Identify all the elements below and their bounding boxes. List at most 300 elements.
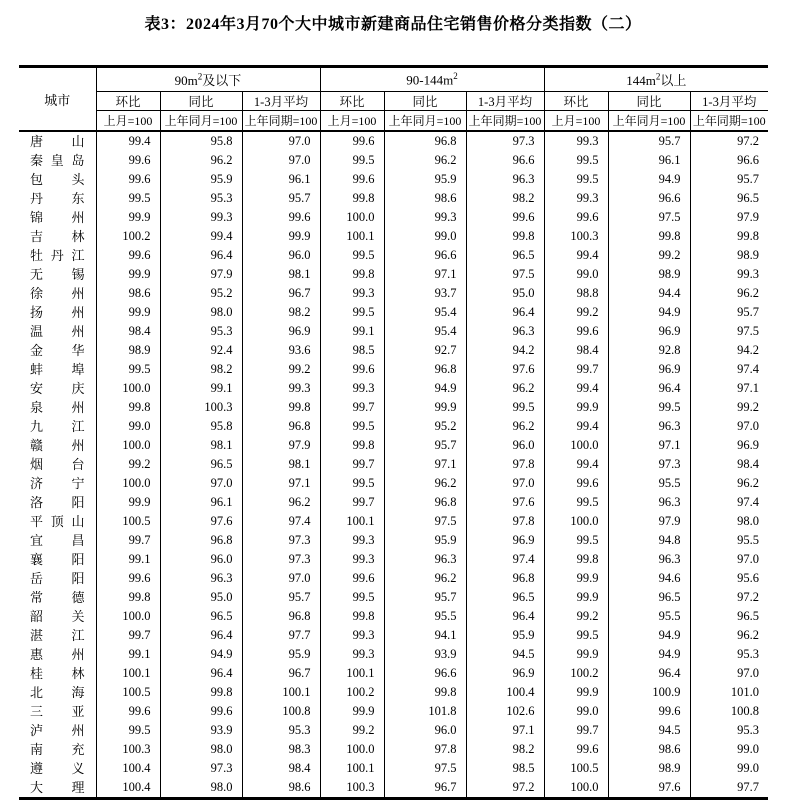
value-cell: 94.6 xyxy=(608,569,690,588)
city-name: 秦 皇 岛 xyxy=(30,153,85,168)
value-cell: 96.5 xyxy=(160,455,242,474)
value-cell: 97.2 xyxy=(690,131,768,151)
value-cell: 97.6 xyxy=(160,512,242,531)
table-row xyxy=(19,151,768,170)
group-header-90-144 xyxy=(320,67,544,92)
value-cell: 97.1 xyxy=(384,455,466,474)
value-cell: 99.9 xyxy=(242,227,320,246)
value-cell: 97.9 xyxy=(690,208,768,227)
city-name: 赣 州 xyxy=(30,438,85,453)
value-cell: 100.0 xyxy=(96,379,160,398)
table-row xyxy=(19,721,768,740)
table-row xyxy=(19,683,768,702)
city-cell xyxy=(19,246,96,265)
value-cell: 98.8 xyxy=(544,284,608,303)
value-cell: 94.9 xyxy=(384,379,466,398)
value-cell: 100.0 xyxy=(96,474,160,493)
value-cell: 96.6 xyxy=(608,189,690,208)
value-cell: 99.5 xyxy=(608,398,690,417)
city-cell xyxy=(19,379,96,398)
value-cell: 96.8 xyxy=(384,131,466,151)
value-cell: 96.3 xyxy=(608,417,690,436)
value-cell: 99.5 xyxy=(544,626,608,645)
value-cell: 97.7 xyxy=(690,778,768,799)
city-name: 金 华 xyxy=(30,343,85,358)
value-cell: 99.4 xyxy=(544,455,608,474)
value-cell: 96.9 xyxy=(608,360,690,379)
value-cell: 95.5 xyxy=(384,607,466,626)
value-cell: 95.3 xyxy=(160,322,242,341)
value-cell: 98.6 xyxy=(242,778,320,799)
table-row xyxy=(19,246,768,265)
value-cell: 97.7 xyxy=(242,626,320,645)
city-name: 扬 州 xyxy=(30,305,85,320)
value-cell: 98.9 xyxy=(96,341,160,360)
value-cell: 95.0 xyxy=(466,284,544,303)
value-cell: 99.9 xyxy=(96,265,160,284)
city-cell xyxy=(19,303,96,322)
table-row xyxy=(19,664,768,683)
value-cell: 99.6 xyxy=(608,702,690,721)
value-cell: 99.1 xyxy=(320,322,384,341)
city-cell xyxy=(19,531,96,550)
value-cell: 99.7 xyxy=(320,455,384,474)
value-cell: 100.3 xyxy=(160,398,242,417)
value-cell: 96.5 xyxy=(466,246,544,265)
value-cell: 99.8 xyxy=(466,227,544,246)
value-cell: 99.8 xyxy=(320,265,384,284)
value-cell: 98.2 xyxy=(466,189,544,208)
value-cell: 99.5 xyxy=(320,246,384,265)
value-cell: 97.5 xyxy=(608,208,690,227)
city-name: 岳 阳 xyxy=(30,571,85,586)
value-cell: 97.3 xyxy=(608,455,690,474)
city-cell xyxy=(19,493,96,512)
value-cell: 99.6 xyxy=(544,474,608,493)
value-cell: 92.4 xyxy=(160,341,242,360)
value-cell: 99.5 xyxy=(96,189,160,208)
value-cell: 100.2 xyxy=(96,227,160,246)
value-cell: 99.8 xyxy=(690,227,768,246)
value-cell: 97.2 xyxy=(690,588,768,607)
city-cell xyxy=(19,189,96,208)
value-cell: 96.9 xyxy=(690,436,768,455)
value-cell: 99.5 xyxy=(320,303,384,322)
table-row xyxy=(19,417,768,436)
city-name: 襄 阳 xyxy=(30,552,85,567)
value-cell: 102.6 xyxy=(466,702,544,721)
value-cell: 99.3 xyxy=(320,550,384,569)
value-cell: 97.8 xyxy=(466,455,544,474)
value-cell: 96.3 xyxy=(608,550,690,569)
value-cell: 99.4 xyxy=(544,379,608,398)
value-cell: 99.0 xyxy=(690,740,768,759)
table-row xyxy=(19,208,768,227)
value-cell: 99.8 xyxy=(320,436,384,455)
value-cell: 97.0 xyxy=(690,664,768,683)
value-cell: 97.4 xyxy=(466,550,544,569)
table-row xyxy=(19,303,768,322)
value-cell: 97.1 xyxy=(690,379,768,398)
value-cell: 99.5 xyxy=(544,531,608,550)
value-cell: 100.2 xyxy=(320,683,384,702)
value-cell: 96.0 xyxy=(242,246,320,265)
group-label-suffix: 及以下 xyxy=(202,73,242,88)
value-cell: 99.5 xyxy=(544,493,608,512)
value-cell: 98.0 xyxy=(160,740,242,759)
value-cell: 96.8 xyxy=(384,493,466,512)
value-cell: 99.5 xyxy=(544,170,608,189)
value-cell: 99.8 xyxy=(384,683,466,702)
value-cell: 99.8 xyxy=(160,683,242,702)
city-name: 大 理 xyxy=(30,780,85,795)
value-cell: 99.7 xyxy=(320,398,384,417)
value-cell: 95.7 xyxy=(690,303,768,322)
value-cell: 98.9 xyxy=(608,265,690,284)
value-cell: 95.7 xyxy=(242,588,320,607)
city-cell xyxy=(19,170,96,189)
value-cell: 94.4 xyxy=(608,284,690,303)
value-cell: 98.2 xyxy=(160,360,242,379)
value-cell: 96.3 xyxy=(384,550,466,569)
value-cell: 95.3 xyxy=(242,721,320,740)
value-cell: 99.9 xyxy=(96,208,160,227)
value-cell: 99.3 xyxy=(320,379,384,398)
value-cell: 99.8 xyxy=(242,398,320,417)
value-cell: 97.9 xyxy=(242,436,320,455)
table-row xyxy=(19,398,768,417)
value-cell: 94.5 xyxy=(608,721,690,740)
value-cell: 95.9 xyxy=(242,645,320,664)
table-row xyxy=(19,322,768,341)
value-cell: 99.3 xyxy=(544,189,608,208)
value-cell: 98.4 xyxy=(242,759,320,778)
value-cell: 96.8 xyxy=(242,607,320,626)
measure-header: 1-3月平均 xyxy=(242,92,320,111)
value-cell: 99.5 xyxy=(544,151,608,170)
city-name: 遵 义 xyxy=(30,761,85,776)
value-cell: 99.7 xyxy=(544,360,608,379)
value-cell: 98.3 xyxy=(242,740,320,759)
value-cell: 97.6 xyxy=(466,360,544,379)
value-cell: 98.0 xyxy=(690,512,768,531)
value-cell: 99.4 xyxy=(160,227,242,246)
table-row xyxy=(19,265,768,284)
value-cell: 98.1 xyxy=(160,436,242,455)
value-cell: 98.0 xyxy=(160,778,242,799)
value-cell: 97.3 xyxy=(466,131,544,151)
value-cell: 96.4 xyxy=(608,379,690,398)
value-cell: 98.4 xyxy=(96,322,160,341)
city-name: 洛 阳 xyxy=(30,495,85,510)
value-cell: 95.7 xyxy=(608,131,690,151)
value-cell: 101.8 xyxy=(384,702,466,721)
value-cell: 96.6 xyxy=(466,151,544,170)
value-cell: 96.2 xyxy=(690,474,768,493)
value-cell: 95.9 xyxy=(160,170,242,189)
value-cell: 96.9 xyxy=(466,664,544,683)
value-cell: 98.6 xyxy=(384,189,466,208)
value-cell: 99.7 xyxy=(96,531,160,550)
page-title: 表3：2024年3月70个大中城市新建商品住宅销售价格分类指数（二） xyxy=(144,16,642,33)
value-cell: 96.9 xyxy=(242,322,320,341)
value-cell: 99.5 xyxy=(96,360,160,379)
value-cell: 96.0 xyxy=(384,721,466,740)
value-cell: 99.4 xyxy=(544,417,608,436)
measure-header: 环比 xyxy=(544,92,608,111)
value-cell: 99.8 xyxy=(320,189,384,208)
city-cell xyxy=(19,322,96,341)
value-cell: 95.8 xyxy=(160,417,242,436)
value-cell: 96.3 xyxy=(160,569,242,588)
value-cell: 96.5 xyxy=(608,588,690,607)
table-row xyxy=(19,569,768,588)
value-cell: 96.3 xyxy=(608,493,690,512)
group-label-suffix: 以上 xyxy=(660,73,687,88)
table-row xyxy=(19,493,768,512)
city-name: 九 江 xyxy=(30,419,85,434)
measure-header: 1-3月平均 xyxy=(690,92,768,111)
value-cell: 96.3 xyxy=(466,322,544,341)
group-header-144-above xyxy=(544,67,768,92)
price-index-table xyxy=(19,65,768,800)
value-cell: 99.3 xyxy=(242,379,320,398)
value-cell: 99.9 xyxy=(544,398,608,417)
value-cell: 95.5 xyxy=(690,531,768,550)
base-header: 上年同月=100 xyxy=(608,111,690,132)
value-cell: 95.7 xyxy=(242,189,320,208)
city-cell xyxy=(19,588,96,607)
value-cell: 94.8 xyxy=(608,531,690,550)
value-cell: 99.1 xyxy=(160,379,242,398)
value-cell: 97.4 xyxy=(690,493,768,512)
value-cell: 99.8 xyxy=(608,227,690,246)
city-name: 吉 林 xyxy=(30,229,85,244)
value-cell: 97.0 xyxy=(160,474,242,493)
value-cell: 97.5 xyxy=(384,512,466,531)
value-cell: 94.5 xyxy=(466,645,544,664)
value-cell: 97.8 xyxy=(384,740,466,759)
city-name: 温 州 xyxy=(30,324,85,339)
value-cell: 99.4 xyxy=(96,131,160,151)
value-cell: 95.9 xyxy=(384,170,466,189)
city-name: 湛 江 xyxy=(30,628,85,643)
value-cell: 94.1 xyxy=(384,626,466,645)
city-name: 包 头 xyxy=(30,172,85,187)
group-label: 144m xyxy=(626,73,656,88)
table-row xyxy=(19,170,768,189)
value-cell: 99.2 xyxy=(242,360,320,379)
table-row xyxy=(19,702,768,721)
value-cell: 99.5 xyxy=(466,398,544,417)
value-cell: 96.4 xyxy=(160,246,242,265)
value-cell: 99.0 xyxy=(544,702,608,721)
city-name: 烟 台 xyxy=(30,457,85,472)
superscript-2: 2 xyxy=(655,71,661,82)
value-cell: 99.9 xyxy=(544,645,608,664)
value-cell: 99.4 xyxy=(544,246,608,265)
value-cell: 96.9 xyxy=(608,322,690,341)
value-cell: 99.3 xyxy=(544,131,608,151)
value-cell: 97.3 xyxy=(242,550,320,569)
value-cell: 95.3 xyxy=(690,721,768,740)
value-cell: 95.4 xyxy=(384,303,466,322)
value-cell: 98.1 xyxy=(242,265,320,284)
table-row xyxy=(19,360,768,379)
value-cell: 96.5 xyxy=(466,588,544,607)
value-cell: 99.9 xyxy=(384,398,466,417)
value-cell: 100.0 xyxy=(544,512,608,531)
value-cell: 101.0 xyxy=(690,683,768,702)
value-cell: 95.0 xyxy=(160,588,242,607)
city-name: 丹 东 xyxy=(30,191,85,206)
value-cell: 99.6 xyxy=(96,151,160,170)
value-cell: 100.3 xyxy=(544,227,608,246)
base-header: 上年同月=100 xyxy=(160,111,242,132)
value-cell: 99.6 xyxy=(466,208,544,227)
table-row xyxy=(19,436,768,455)
value-cell: 97.9 xyxy=(608,512,690,531)
city-cell xyxy=(19,398,96,417)
value-cell: 99.3 xyxy=(320,626,384,645)
value-cell: 96.4 xyxy=(608,664,690,683)
value-cell: 99.5 xyxy=(320,588,384,607)
city-cell xyxy=(19,702,96,721)
value-cell: 95.8 xyxy=(160,131,242,151)
value-cell: 99.3 xyxy=(384,208,466,227)
value-cell: 99.9 xyxy=(544,588,608,607)
value-cell: 96.4 xyxy=(160,664,242,683)
value-cell: 96.2 xyxy=(466,379,544,398)
base-header: 上月=100 xyxy=(96,111,160,132)
value-cell: 96.5 xyxy=(690,189,768,208)
value-cell: 97.4 xyxy=(242,512,320,531)
value-cell: 97.0 xyxy=(690,417,768,436)
value-cell: 95.5 xyxy=(608,474,690,493)
value-cell: 100.0 xyxy=(544,778,608,799)
value-cell: 96.1 xyxy=(160,493,242,512)
base-header: 上年同期=100 xyxy=(690,111,768,132)
value-cell: 97.0 xyxy=(242,569,320,588)
city-name: 平 顶 山 xyxy=(30,514,85,529)
value-cell: 96.2 xyxy=(384,474,466,493)
value-cell: 96.6 xyxy=(384,246,466,265)
value-cell: 100.1 xyxy=(320,512,384,531)
value-cell: 97.5 xyxy=(690,322,768,341)
group-label: 90-144m xyxy=(406,72,454,88)
value-cell: 95.9 xyxy=(466,626,544,645)
value-cell: 97.1 xyxy=(242,474,320,493)
value-cell: 99.6 xyxy=(544,208,608,227)
table-row xyxy=(19,379,768,398)
value-cell: 100.5 xyxy=(96,512,160,531)
value-cell: 96.5 xyxy=(690,607,768,626)
city-name: 唐 山 xyxy=(30,134,85,149)
value-cell: 99.2 xyxy=(544,607,608,626)
value-cell: 100.3 xyxy=(320,778,384,799)
value-cell: 97.5 xyxy=(466,265,544,284)
city-cell xyxy=(19,626,96,645)
superscript-2: 2 xyxy=(453,70,458,81)
city-name: 济 宁 xyxy=(30,476,85,491)
value-cell: 100.4 xyxy=(466,683,544,702)
value-cell: 99.2 xyxy=(690,398,768,417)
value-cell: 99.5 xyxy=(320,474,384,493)
table-row xyxy=(19,550,768,569)
value-cell: 98.4 xyxy=(544,341,608,360)
value-cell: 96.8 xyxy=(384,360,466,379)
value-cell: 96.1 xyxy=(242,170,320,189)
value-cell: 100.1 xyxy=(320,664,384,683)
value-cell: 99.1 xyxy=(96,550,160,569)
value-cell: 97.9 xyxy=(160,265,242,284)
value-cell: 99.9 xyxy=(544,683,608,702)
city-cell xyxy=(19,607,96,626)
value-cell: 95.7 xyxy=(690,170,768,189)
value-cell: 94.9 xyxy=(608,645,690,664)
value-cell: 95.6 xyxy=(690,569,768,588)
group-label: 90m xyxy=(174,73,198,88)
value-cell: 96.2 xyxy=(690,626,768,645)
value-cell: 99.3 xyxy=(320,284,384,303)
value-cell: 97.4 xyxy=(690,360,768,379)
table-row xyxy=(19,740,768,759)
group-header-90-and-below xyxy=(96,67,320,92)
measure-header: 1-3月平均 xyxy=(466,92,544,111)
value-cell: 92.8 xyxy=(608,341,690,360)
value-cell: 98.9 xyxy=(608,759,690,778)
value-cell: 99.6 xyxy=(544,740,608,759)
city-column-header: 城市 xyxy=(19,67,96,132)
table-row xyxy=(19,284,768,303)
group-header-row xyxy=(19,67,768,92)
city-name: 锦 州 xyxy=(30,210,85,225)
value-cell: 98.2 xyxy=(242,303,320,322)
city-name: 无 锡 xyxy=(30,267,85,282)
city-cell xyxy=(19,455,96,474)
value-cell: 95.2 xyxy=(160,284,242,303)
value-cell: 96.0 xyxy=(466,436,544,455)
city-name: 宜 昌 xyxy=(30,533,85,548)
value-cell: 94.2 xyxy=(466,341,544,360)
value-cell: 95.5 xyxy=(608,607,690,626)
value-cell: 100.4 xyxy=(96,759,160,778)
city-cell xyxy=(19,550,96,569)
value-cell: 99.9 xyxy=(544,569,608,588)
value-cell: 96.7 xyxy=(242,284,320,303)
value-cell: 96.8 xyxy=(242,417,320,436)
value-cell: 100.2 xyxy=(544,664,608,683)
city-name: 常 德 xyxy=(30,590,85,605)
city-cell xyxy=(19,417,96,436)
value-cell: 96.5 xyxy=(160,607,242,626)
value-cell: 100.0 xyxy=(320,740,384,759)
value-cell: 93.9 xyxy=(384,645,466,664)
value-cell: 95.3 xyxy=(160,189,242,208)
value-cell: 99.5 xyxy=(320,417,384,436)
value-cell: 96.2 xyxy=(690,284,768,303)
value-cell: 97.3 xyxy=(160,759,242,778)
table-row xyxy=(19,512,768,531)
city-cell xyxy=(19,683,96,702)
value-cell: 97.0 xyxy=(242,151,320,170)
city-cell xyxy=(19,474,96,493)
city-cell xyxy=(19,664,96,683)
city-name: 牡 丹 江 xyxy=(30,248,85,263)
value-cell: 100.0 xyxy=(96,436,160,455)
base-header: 上年同期=100 xyxy=(466,111,544,132)
value-cell: 99.6 xyxy=(320,569,384,588)
